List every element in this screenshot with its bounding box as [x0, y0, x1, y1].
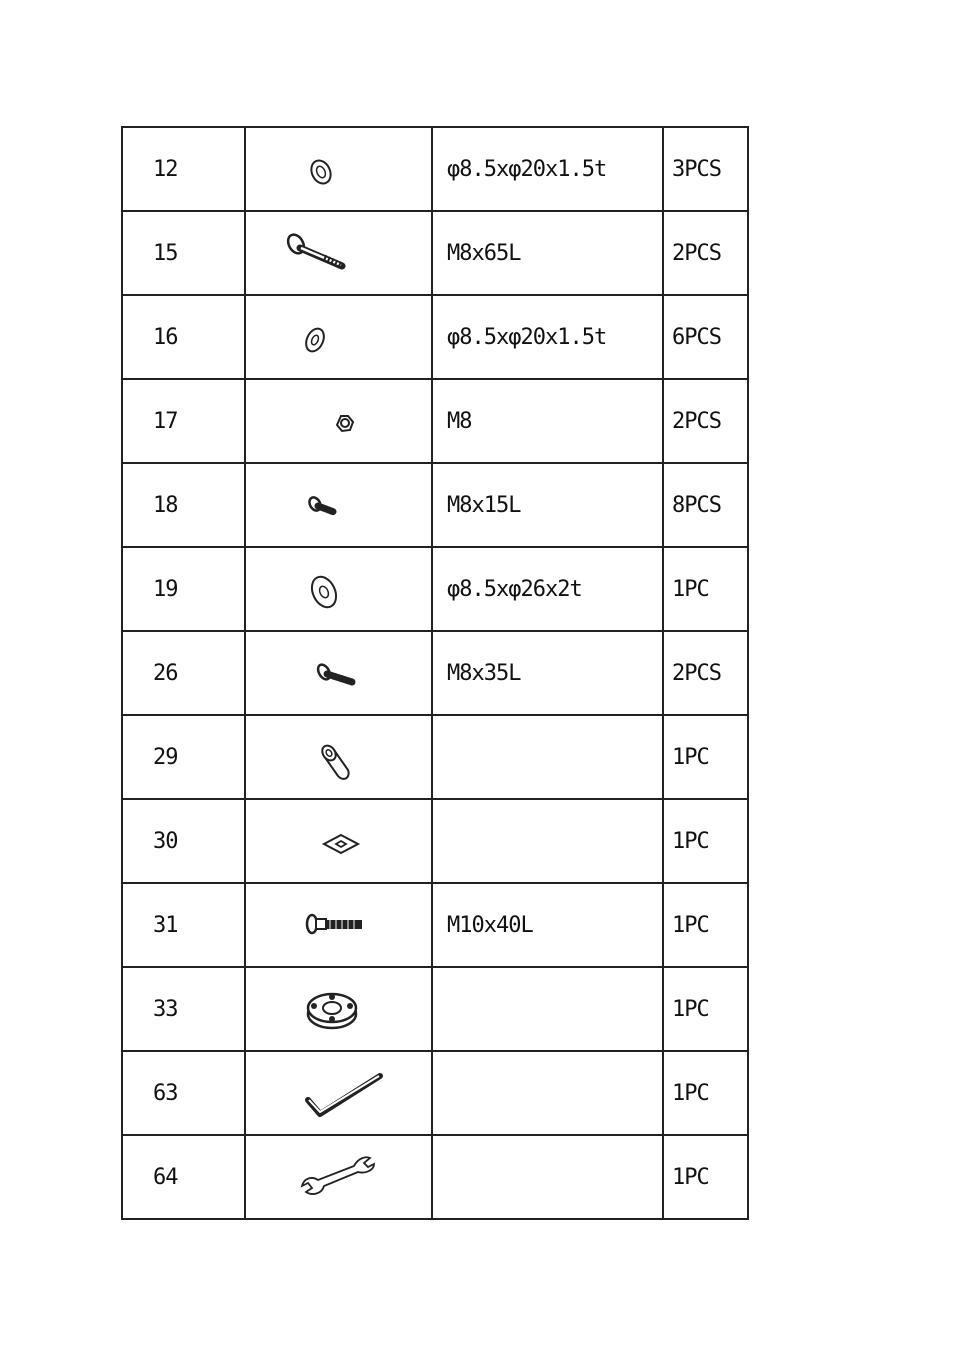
table-row — [122, 463, 748, 547]
part-qty: 1PC — [663, 799, 748, 883]
table-row — [122, 127, 748, 211]
part-qty: 1PC — [663, 1135, 748, 1219]
part-qty: 2PCS — [663, 631, 748, 715]
table-row — [122, 379, 748, 463]
part-qty: 1PC — [663, 547, 748, 631]
table-row — [122, 211, 748, 295]
large-washer-icon — [246, 548, 431, 630]
part-spec: M8x15L — [432, 463, 663, 547]
part-spec — [432, 1135, 663, 1219]
part-number: 30 — [122, 799, 245, 883]
part-spec: φ8.5xφ20x1.5t — [432, 295, 663, 379]
table-row — [122, 295, 748, 379]
long-bolt-icon — [246, 212, 431, 294]
table-row — [122, 967, 748, 1051]
table-row — [122, 1051, 748, 1135]
part-spec: φ8.5xφ20x1.5t — [432, 127, 663, 211]
part-number: 33 — [122, 967, 245, 1051]
part-spec: M8 — [432, 379, 663, 463]
part-number: 16 — [122, 295, 245, 379]
part-qty: 1PC — [663, 883, 748, 967]
part-spec: M8x65L — [432, 211, 663, 295]
part-number: 15 — [122, 211, 245, 295]
part-spec — [432, 1051, 663, 1135]
part-spec: φ8.5xφ26x2t — [432, 547, 663, 631]
part-qty: 8PCS — [663, 463, 748, 547]
part-spec: M8x35L — [432, 631, 663, 715]
bolt-icon — [246, 632, 431, 714]
part-qty: 6PCS — [663, 295, 748, 379]
table-row — [122, 799, 748, 883]
knob-nut-icon — [246, 968, 431, 1050]
part-number: 63 — [122, 1051, 245, 1135]
part-number: 17 — [122, 379, 245, 463]
part-number: 19 — [122, 547, 245, 631]
short-bolt-icon — [246, 464, 431, 546]
table-row — [122, 715, 748, 799]
table-row — [122, 631, 748, 715]
part-number: 64 — [122, 1135, 245, 1219]
part-qty: 1PC — [663, 715, 748, 799]
table-row — [122, 883, 748, 967]
part-number: 31 — [122, 883, 245, 967]
part-spec: M10x40L — [432, 883, 663, 967]
nut-icon — [246, 380, 431, 462]
part-qty: 1PC — [663, 967, 748, 1051]
wrench-icon — [246, 1136, 431, 1218]
square-washer-icon — [246, 800, 431, 882]
part-spec — [432, 715, 663, 799]
part-spec — [432, 967, 663, 1051]
part-spec — [432, 799, 663, 883]
parts-list-table — [121, 126, 749, 1220]
part-qty: 1PC — [663, 1051, 748, 1135]
part-qty: 2PCS — [663, 379, 748, 463]
flat-washer-icon — [246, 128, 431, 210]
part-number: 18 — [122, 463, 245, 547]
allen-key-icon — [246, 1052, 431, 1134]
carriage-bolt-icon — [246, 884, 431, 966]
part-qty: 3PCS — [663, 127, 748, 211]
part-number: 29 — [122, 715, 245, 799]
spacer-sleeve-icon — [246, 716, 431, 798]
part-number: 26 — [122, 631, 245, 715]
part-qty: 2PCS — [663, 211, 748, 295]
table-row — [122, 547, 748, 631]
part-number: 12 — [122, 127, 245, 211]
table-row — [122, 1135, 748, 1219]
flat-washer-icon — [246, 296, 431, 378]
